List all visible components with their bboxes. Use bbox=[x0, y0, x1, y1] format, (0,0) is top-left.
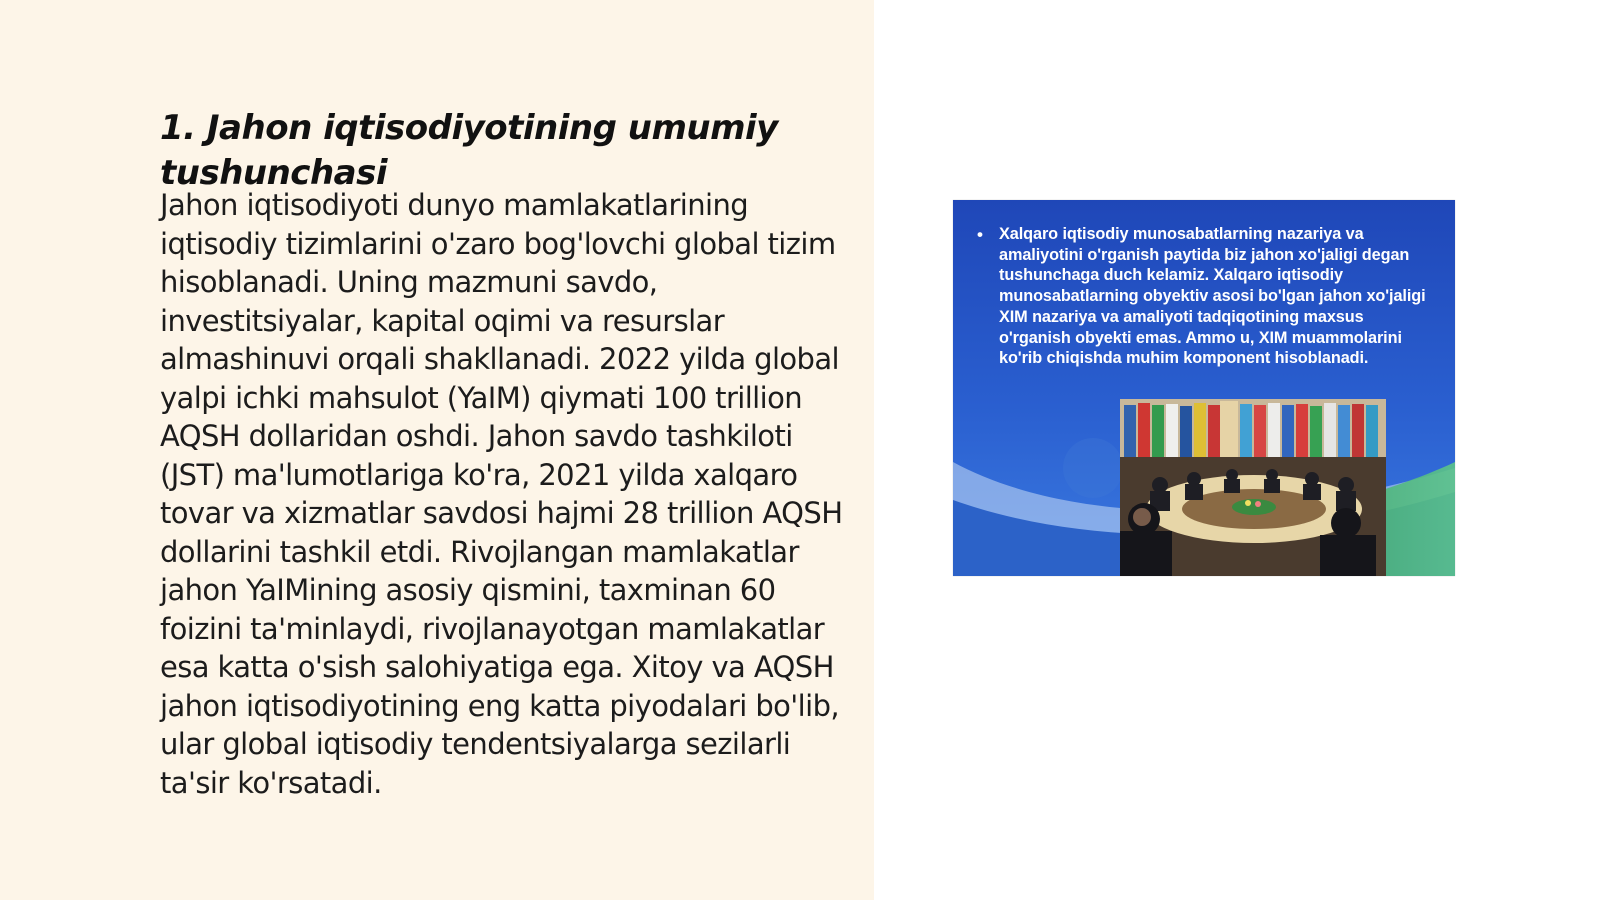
figure-bullet: • bbox=[977, 225, 983, 244]
slide-body-text: Jahon iqtisodiyoti dunyo mamlakatlarining iqtisodiy tizimlarini o'zaro bog'lovchi global tizim hisoblanadi. Uning mazmuni savdo, investitsiyalar, kapital oqimi va resurslar almashinuvi orqali shakllanadi. 2022 yilda global yalpi ichki mahsulot (YaIM) qiymati 100 trillion AQSH dollaridan oshdi. Jahon savdo tashkiloti (JST) ma'lumotlariga ko'ra, 2021 yilda xalqaro tovar va xizmatlar savdosi hajmi 28 trillion AQSH dollarini tashkil etdi. Rivojlangan mamlakatlar jahon YaIMining asosiy qismini, taxminan 60 foizini ta'minlaydi, rivojlanayotgan mamlakatlar esa katta o'sish salohiyatiga ega. Xitoy va AQSH jahon iqtisodiyotining eng katta piyodalari bo'lib, ular global iqtisodiy tendentsiyalarga sezilarli ta'sir ko'rsatadi. bbox=[160, 188, 843, 800]
figure-text: Xalqaro iqtisodiy munosabatlarning nazariya va amaliyotini o'rganish paytida biz jahon xo'jaligi degan tushunchaga duch kelamiz. Xalqaro iqtisodiy munosabatlarning obyektiv asosi bo'lgan jahon xo'jaligi XIM nazariya va amaliyoti tadqiqotining maxsus o'rganish obyekti emas. Ammo u, XIM muammolarini ko'rib chiqishda muhim komponent hisoblanadi. bbox=[999, 225, 1426, 368]
slide-figure bbox=[953, 200, 1455, 576]
summit-photo bbox=[1120, 399, 1386, 576]
slide-title: 1. Jahon iqtisodiyotining umumiy tushunchasi bbox=[160, 108, 778, 193]
